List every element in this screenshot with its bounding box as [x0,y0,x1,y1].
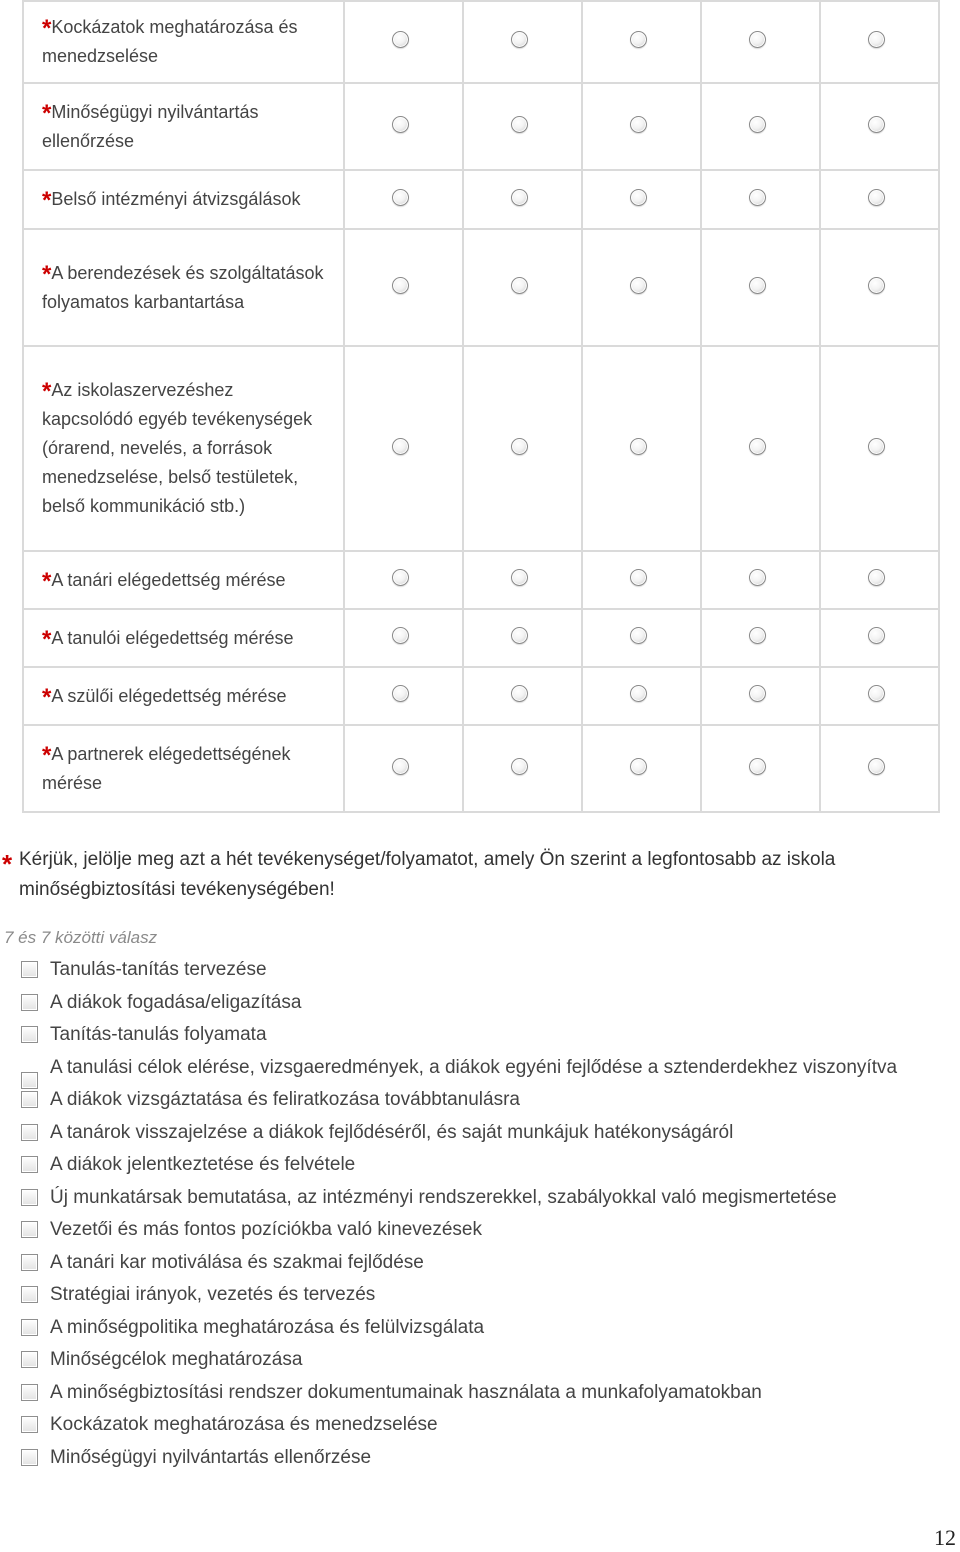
rating-radio[interactable] [630,627,647,644]
row-label: *A tanulói elégedettség mérése [23,609,344,667]
rating-radio[interactable] [392,627,409,644]
rating-radio[interactable] [868,627,885,644]
rating-radio[interactable] [392,116,409,133]
rating-radio[interactable] [630,277,647,294]
checkbox-list [20,955,920,1475]
rating-radio[interactable] [868,438,885,455]
rating-radio[interactable] [868,189,885,206]
row-label: *Minőségügyi nyilvántartás ellenőrzése [23,83,344,170]
answer-count-hint: 7 és 7 közötti válasz [4,928,158,947]
rating-matrix [22,0,940,813]
required-star: * [42,260,52,288]
checkbox-option[interactable]: A diákok fogadása/eligazítása [20,988,920,1018]
rating-radio[interactable] [630,116,647,133]
required-star: * [42,378,52,405]
checkbox-option[interactable]: A minőségpolitika meghatározása és felülvizsgálata [20,1313,920,1343]
checkbox[interactable] [21,1319,38,1336]
checkbox-option[interactable]: Tanítás-tanulás folyamata [20,1020,920,1050]
checkbox[interactable] [21,1221,38,1238]
rating-radio[interactable] [749,277,766,294]
checkbox[interactable] [21,1156,38,1173]
rating-radio[interactable] [868,31,885,48]
required-star: * [42,683,52,711]
rating-radio[interactable] [511,189,528,206]
checkbox[interactable] [21,961,38,978]
question-text: Kérjük, jelölje meg azt a hét tevékenységet/folyamatot, amely Ön szerint a legfontosabb az iskola minőségbiztosítási tevékenységében! [19,849,836,900]
checkbox-option[interactable]: Vezetői és más fontos pozíciókba való kinevezések [20,1215,920,1245]
matrix-row [23,725,939,812]
checkbox-option[interactable]: Stratégiai irányok, vezetés és tervezés [20,1280,920,1310]
rating-radio[interactable] [511,627,528,644]
required-star: * [42,15,52,42]
checkbox-option[interactable]: Minőségügyi nyilvántartás ellenőrzése [20,1443,920,1473]
rating-radio[interactable] [392,438,409,455]
required-star: * [2,849,13,879]
rating-radio[interactable] [630,189,647,206]
rating-radio[interactable] [749,758,766,775]
rating-radio[interactable] [511,116,528,133]
checkbox[interactable] [21,1286,38,1303]
page-number: 12 [934,1525,956,1550]
rating-radio[interactable] [511,758,528,775]
rating-radio[interactable] [511,277,528,294]
rating-radio[interactable] [749,627,766,644]
rating-radio[interactable] [392,189,409,206]
matrix-row [23,551,939,609]
row-label: *A partnerek elégedettségének mérése [23,725,344,812]
matrix-row [23,229,939,346]
rating-radio[interactable] [630,31,647,48]
rating-radio[interactable] [749,189,766,206]
checkbox[interactable] [21,1091,38,1108]
rating-radio[interactable] [868,758,885,775]
rating-radio[interactable] [392,277,409,294]
checkbox[interactable] [21,1449,38,1466]
row-label: *A berendezések és szolgáltatások folyamatos karbantartása [23,229,344,346]
matrix-row [23,609,939,667]
checkbox-option[interactable]: A minőségbiztosítási rendszer dokumentumainak használata a munkafolyamatokban [20,1378,920,1408]
rating-radio[interactable] [630,758,647,775]
checkbox[interactable] [21,1416,38,1433]
row-label: *Belső intézményi átvizsgálások [23,170,344,229]
rating-radio[interactable] [868,569,885,586]
rating-radio[interactable] [630,438,647,455]
rating-radio[interactable] [392,685,409,702]
matrix-row [23,170,939,229]
rating-radio[interactable] [630,569,647,586]
checkbox-option[interactable]: Új munkatársak bemutatása, az intézményi rendszerekkel, szabályokkal való megismertetése [20,1183,920,1213]
required-star: * [42,567,52,595]
matrix-row [23,346,939,551]
checkbox[interactable] [21,994,38,1011]
row-label: *Az iskolaszervezéshez kapcsolódó egyéb tevékenységek (órarend, nevelés, a források menedzselése, belső testületek, belső kommunikáció stb.) [23,346,344,551]
rating-radio[interactable] [868,277,885,294]
required-star: * [42,99,52,127]
checkbox[interactable] [21,1124,38,1141]
required-star: * [42,187,52,214]
rating-radio[interactable] [749,116,766,133]
rating-radio[interactable] [749,569,766,586]
row-label: *A szülői elégedettség mérése [23,667,344,725]
checkbox[interactable] [21,1384,38,1401]
rating-radio[interactable] [868,685,885,702]
row-label: *Kockázatok meghatározása és menedzselése [23,1,344,83]
checkbox-option[interactable]: Tanulás-tanítás tervezése [20,955,920,985]
row-label: *A tanári elégedettség mérése [23,551,344,609]
matrix-row [23,667,939,725]
matrix-row [23,83,939,170]
checkbox[interactable] [21,1254,38,1271]
rating-radio[interactable] [749,685,766,702]
rating-radio[interactable] [749,31,766,48]
matrix-row [23,1,939,83]
checkbox-option[interactable]: A diákok jelentkeztetése és felvétele [20,1150,920,1180]
rating-radio[interactable] [392,569,409,586]
rating-radio[interactable] [511,438,528,455]
checkbox-option[interactable]: A tanári kar motiválása és szakmai fejlődése [20,1248,920,1278]
rating-radio[interactable] [749,438,766,455]
checkbox[interactable] [21,1189,38,1206]
rating-radio[interactable] [630,685,647,702]
required-star: * [42,625,52,653]
checkbox[interactable] [21,1351,38,1368]
checkbox-option[interactable]: A tanulási célok elérése, vizsgaeredmények, a diákok egyéni fejlődése a sztenderdekhez viszonyítva [20,1053,920,1083]
rating-radio[interactable] [511,685,528,702]
checkbox-option[interactable]: Kockázatok meghatározása és menedzselése [20,1410,920,1440]
checkbox-option[interactable]: A tanárok visszajelzése a diákok fejlődéséről, és saját munkájuk hatékonyságáról [20,1118,920,1148]
rating-radio[interactable] [511,569,528,586]
checkbox-option[interactable]: Minőségcélok meghatározása [20,1345,920,1375]
rating-radio[interactable] [868,116,885,133]
rating-radio[interactable] [392,31,409,48]
checkbox-option[interactable]: A diákok vizsgáztatása és feliratkozása továbbtanulásra [20,1085,920,1115]
required-star: * [42,741,52,769]
rating-radio[interactable] [392,758,409,775]
rating-radio[interactable] [511,31,528,48]
checkbox[interactable] [21,1026,38,1043]
